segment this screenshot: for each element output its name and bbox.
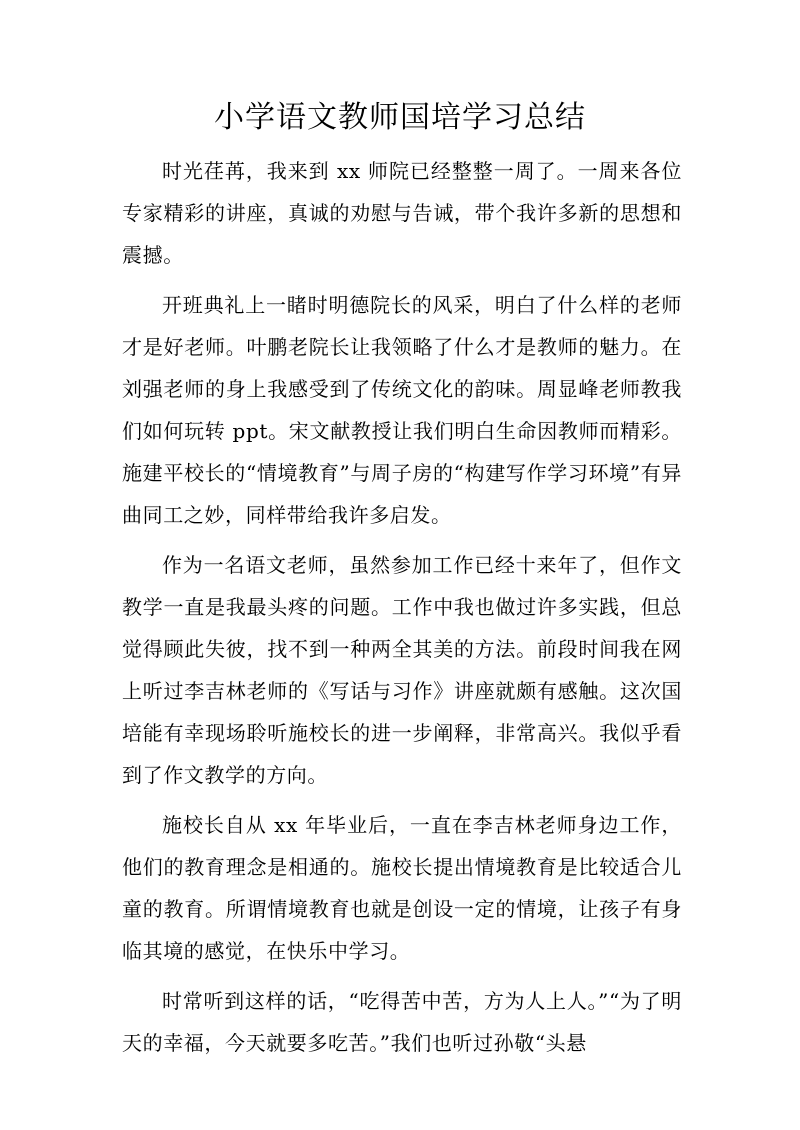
paragraph-1: 时光荏苒，我来到 xx 师院已经整整一周了。一周来各位专家精彩的讲座，真诚的劝慰与告诫，带个我许多新的思想和震撼。 <box>122 159 682 267</box>
paragraph-3: 作为一名语文老师，虽然参加工作已经十来年了，但作文教学一直是我最头疼的问题。工作中我也做过许多实践，但总觉得顾此失彼，找不到一种两全其美的方法。前段时间我在网上听过李吉林老师的《写话与习作》讲座就颇有感触。这次国培能有幸现场聆听施校长的进一步阐释，非常高兴。我似乎看到了作文教学的方向。 <box>122 553 682 787</box>
paragraph-5: 时常听到这样的话，“吃得苦中苦，方为人上人。”“为了明天的幸福，今天就要多吃苦。”我们也听过孙敬“头悬 <box>122 989 682 1055</box>
paragraph-4: 施校长自从 xx 年毕业后，一直在李吉林老师身边工作，他们的教育理念是相通的。施校长提出情境教育是比较适合儿童的教育。所谓情境教育也就是创设一定的情境，让孩子有身临其境的感觉，在快乐中学习。 <box>122 813 682 963</box>
paragraph-2: 开班典礼上一睹时明德院长的风采，明白了什么样的老师才是好老师。叶鹏老院长让我领略了什么才是教师的魅力。在刘强老师的身上我感受到了传统文化的韵味。周显峰老师教我们如何玩转 ppt。宋文献教授让我们明白生命因教师而精彩。施建平校长的“情境教育”与周子房的“构建写作学习环境”有异曲同工之妙，同样带给我许多启发。 <box>122 293 682 527</box>
document-title: 小学语文教师国培学习总结 <box>214 100 586 135</box>
document-body <box>122 150 682 1072</box>
